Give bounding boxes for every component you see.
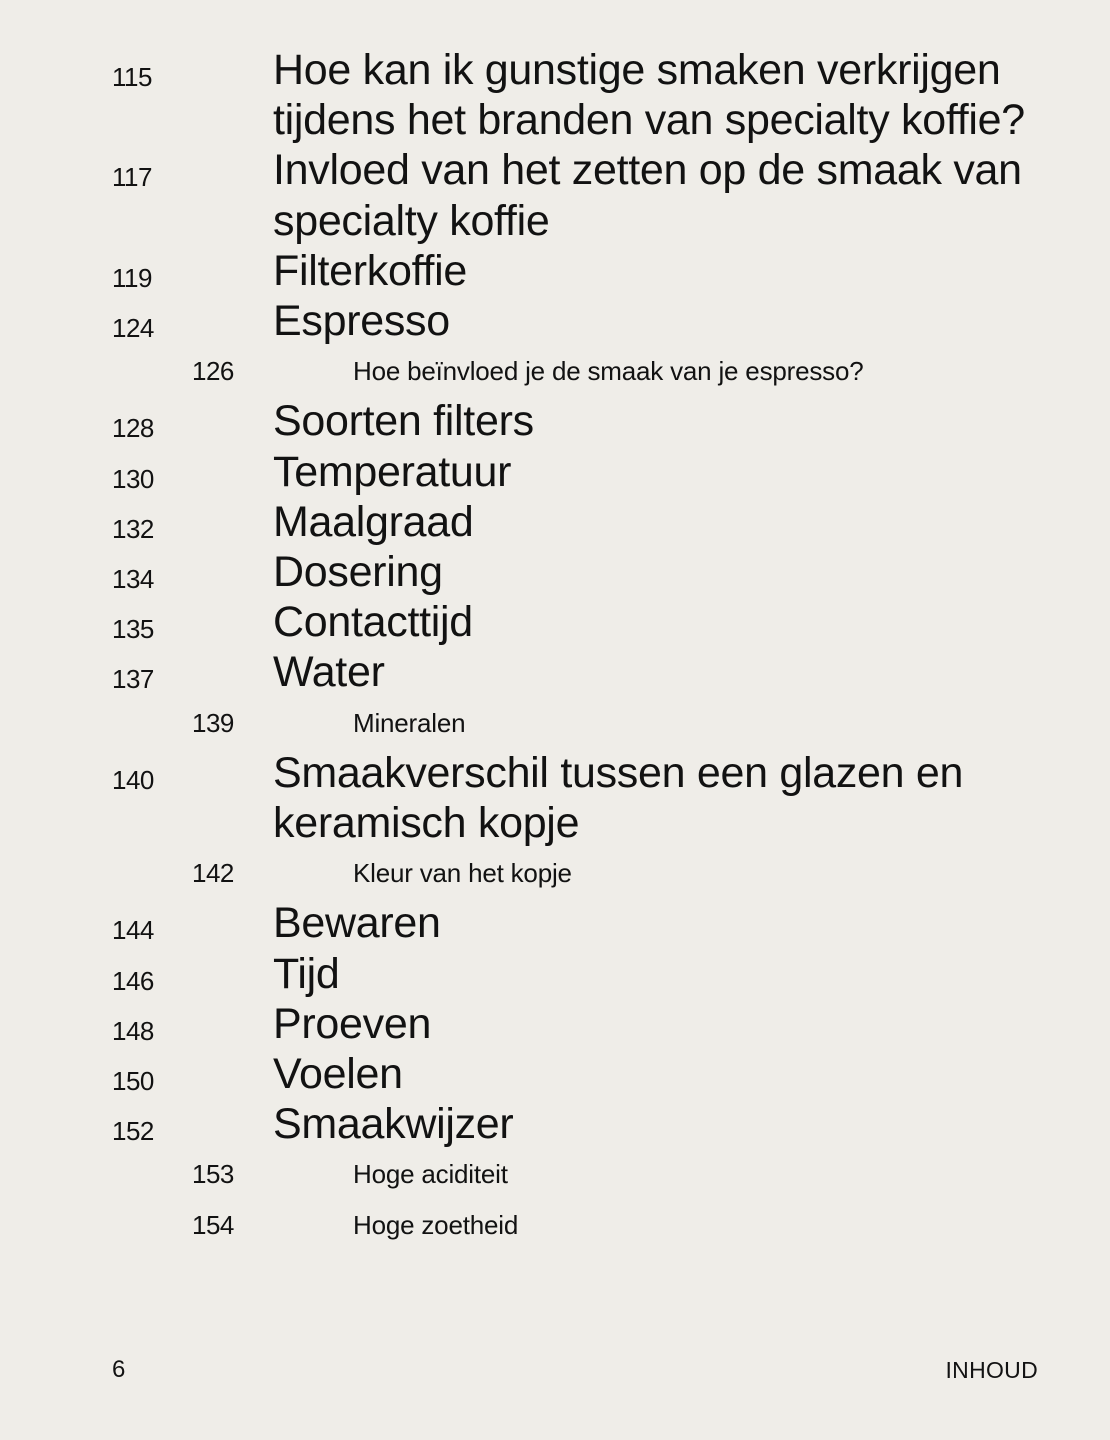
footer-page-number: 6 — [112, 1356, 126, 1383]
toc-entry — [0, 396, 1110, 446]
toc-page-number: 126 — [192, 356, 234, 387]
toc-title: Hoge zoetheid — [353, 1209, 519, 1240]
toc-title: Kleur van het kopje — [353, 858, 572, 889]
toc-page-number: 135 — [112, 614, 154, 645]
toc-page-number: 148 — [112, 1015, 154, 1046]
toc-entry — [0, 1049, 1110, 1099]
toc-title: Dosering — [273, 548, 443, 597]
toc-title: Voelen — [273, 1050, 403, 1099]
toc-title: Hoge aciditeit — [353, 1159, 508, 1190]
toc-title: Espresso — [273, 297, 450, 346]
toc-entry — [0, 447, 1110, 497]
toc-page-number: 140 — [112, 764, 154, 795]
toc-entry — [0, 145, 1110, 245]
toc-subentry — [0, 848, 1110, 898]
toc-title: Tijd — [273, 949, 340, 998]
toc-page-number: 144 — [112, 915, 154, 946]
toc-title: Smaakwijzer — [273, 1100, 514, 1149]
toc-entry — [0, 748, 1110, 848]
toc-page-number: 115 — [112, 62, 152, 92]
toc-subentry — [0, 1149, 1110, 1199]
toc-page-number: 119 — [112, 262, 152, 293]
toc-page-number: 146 — [112, 965, 154, 996]
table-of-contents — [0, 45, 1110, 1250]
toc-page-number: 139 — [192, 707, 234, 738]
toc-title: Maalgraad — [273, 497, 474, 546]
toc-page-number: 128 — [112, 413, 154, 444]
toc-title: Invloed van het zetten op de smaak van specialty koffie — [273, 146, 1022, 245]
toc-subentry — [0, 346, 1110, 396]
toc-title: Soorten filters — [273, 397, 534, 446]
toc-entry — [0, 999, 1110, 1049]
toc-entry — [0, 246, 1110, 296]
toc-entry — [0, 647, 1110, 697]
toc-title: Contacttijd — [273, 598, 473, 647]
toc-page-number: 152 — [112, 1116, 154, 1147]
toc-title: Hoe kan ik gunstige smaken verkrijgen tijdens het branden van specialty koffie? — [273, 46, 1025, 145]
toc-entry — [0, 597, 1110, 647]
toc-title: Bewaren — [273, 899, 441, 948]
toc-entry — [0, 547, 1110, 597]
toc-entry — [0, 949, 1110, 999]
toc-entry — [0, 1099, 1110, 1149]
toc-page-number: 134 — [112, 564, 154, 595]
toc-title: Temperatuur — [273, 447, 512, 496]
toc-title: Mineralen — [353, 707, 466, 738]
toc-page-number: 153 — [192, 1159, 234, 1190]
toc-page-number: 132 — [112, 513, 154, 544]
toc-page-number: 150 — [112, 1066, 154, 1097]
toc-page-number: 124 — [112, 313, 154, 344]
toc-title: Filterkoffie — [273, 246, 467, 295]
toc-page-number: 142 — [192, 858, 234, 889]
toc-page-number: 130 — [112, 463, 154, 494]
toc-subentry — [0, 698, 1110, 748]
toc-entry — [0, 497, 1110, 547]
toc-entry — [0, 45, 1110, 145]
toc-title: Hoe beïnvloed je de smaak van je espresso? — [353, 356, 864, 387]
toc-page-number: 137 — [112, 664, 154, 695]
toc-entry — [0, 296, 1110, 346]
toc-page-number: 117 — [112, 162, 152, 193]
toc-title: Smaakverschil tussen een glazen en keramisch kopje — [273, 748, 964, 848]
toc-title: Proeven — [273, 999, 432, 1048]
toc-subentry — [0, 1200, 1110, 1250]
footer-section-label: INHOUD — [945, 1357, 1038, 1383]
toc-entry — [0, 898, 1110, 948]
toc-page-number: 154 — [192, 1209, 234, 1240]
toc-title: Water — [273, 648, 385, 697]
